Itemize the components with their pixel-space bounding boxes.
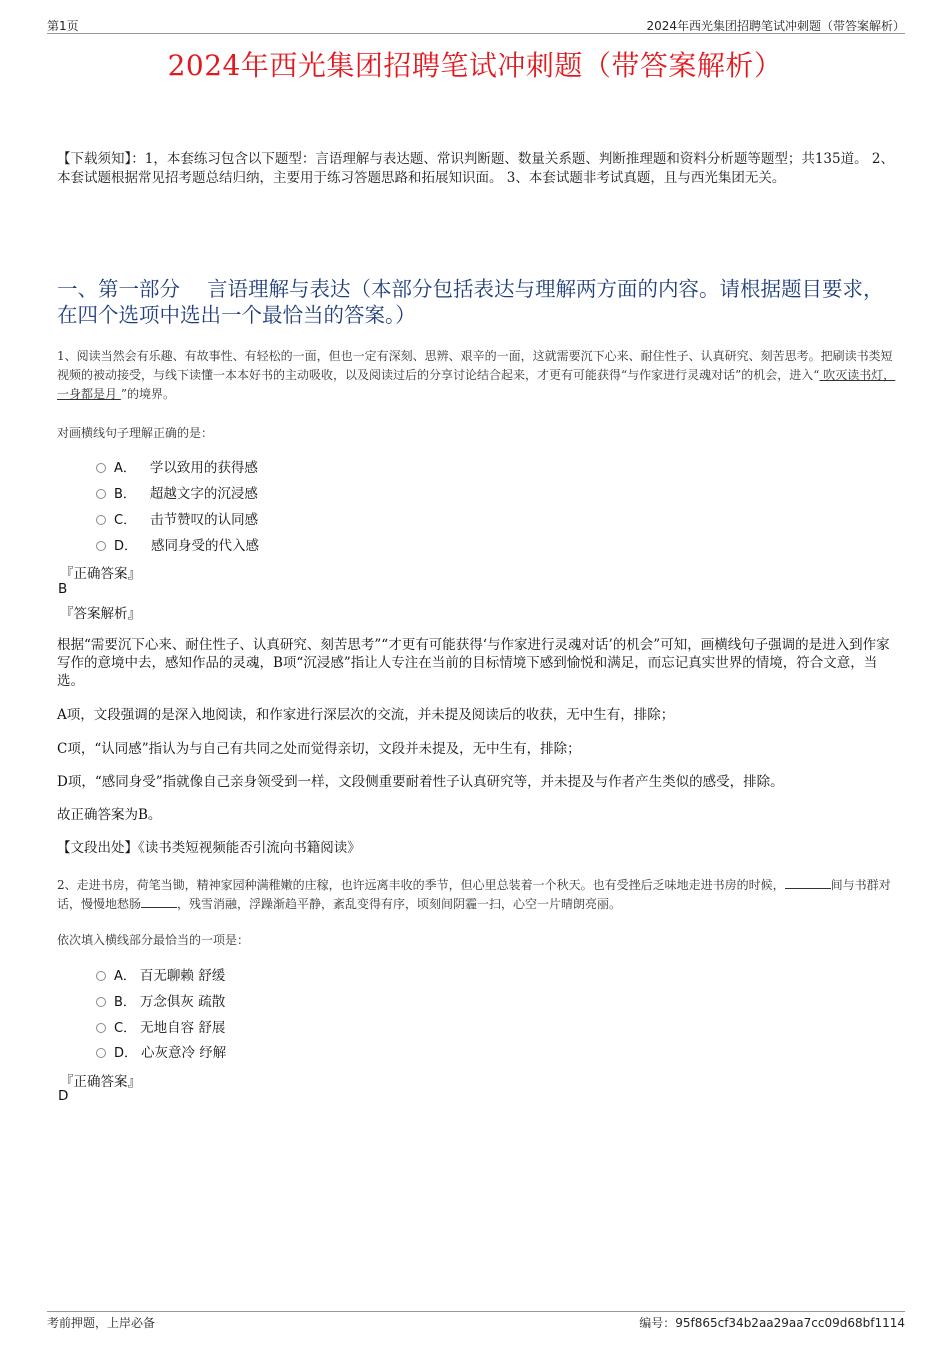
radio-icon[interactable]	[96, 1023, 106, 1033]
q1-analysis-paragraph: A项，文段强调的是深入地阅读，和作家进行深层次的交流，并未提及阅读后的收获，无中生有，排除；	[57, 707, 675, 723]
q1-option-c[interactable]: C． 击节赞叹的认同感	[96, 508, 258, 528]
question-1-prompt: 对画横线句子理解正确的是：	[57, 426, 214, 440]
footer-rule	[47, 1311, 905, 1312]
q1-option-d[interactable]: D． 感同身受的代入感	[96, 534, 259, 554]
radio-icon[interactable]	[96, 463, 106, 473]
q1-analysis-paragraph: 根据“需要沉下心来、耐住性子、认真研究、刻苦思考”“才更有可能获得‘与作家进行灵魂对话’的机会”可知，画横线句子强调的是进入到作家写作的意境中去，感知作品的灵魂，B项“沉浸感”指让人专注在当前的目标情境下感到愉悦和满足，而忘记真实世界的情境，符合文意，当选。	[57, 637, 890, 689]
q2-answer: D	[58, 1088, 69, 1104]
q1-source: 【文段出处】《读书类短视频能否引流向书籍阅读》	[57, 840, 361, 856]
footer-slogan: 考前押题，上岸必备	[47, 1316, 156, 1330]
page-number: 第1页	[47, 19, 79, 33]
q1-analysis-label: 『答案解析』	[60, 606, 141, 622]
header-doc-title: 2024年西光集团招聘笔试冲刺题（带答案解析）	[646, 19, 905, 33]
radio-icon[interactable]	[96, 997, 106, 1007]
fill-blank-2	[141, 896, 177, 908]
footer-code: 编号：95f865cf34b2aa29aa7cc09d68bf1114	[639, 1316, 905, 1330]
q1-option-b[interactable]: B． 超越文字的沉浸感	[96, 482, 258, 502]
q2-option-b[interactable]: B． 万念俱灰 疏散	[96, 990, 225, 1010]
q2-answer-label: 『正确答案』	[60, 1074, 141, 1090]
underlined-sentence: 吹灭读书灯，一身都是月	[57, 368, 896, 401]
q2-option-a[interactable]: A． 百无聊赖 舒缓	[96, 964, 225, 984]
q1-analysis-paragraph: D项，“感同身受”指就像自己亲身领受到一样，文段侧重要耐着性子认真研究等，并未提及与作者产生类似的感受，排除。	[57, 774, 784, 790]
question-2-prompt: 依次填入横线部分最恰当的一项是：	[57, 933, 250, 947]
radio-icon[interactable]	[96, 541, 106, 551]
q1-option-a[interactable]: A． 学以致用的获得感	[96, 456, 258, 476]
radio-icon[interactable]	[96, 971, 106, 981]
question-2-text: 2、走进书房，荷笔当锄，精神家园种满稚嫩的庄稼，也许远离丰收的季节，但心里总装着一个秋天。也有受挫后乏味地走进书房的时候， 间与书群对话，慢慢地愁肠 ，残雪消融，浮躁渐趋平静，紊乱变得有序，顷刻间阴霾一扫，心空一片晴朗亮丽。	[57, 878, 891, 911]
page-title: 2024年西光集团招聘笔试冲刺题（带答案解析）	[167, 49, 783, 82]
header-rule	[47, 33, 905, 34]
fill-blank-1	[785, 877, 831, 889]
q1-answer-label: 『正确答案』	[60, 566, 141, 582]
radio-icon[interactable]	[96, 515, 106, 525]
radio-icon[interactable]	[96, 489, 106, 499]
q1-analysis-paragraph: C项，“认同感”指认为与自己有共同之处而觉得亲切，文段并未提及，无中生有，排除；	[57, 741, 581, 757]
q2-option-c[interactable]: C． 无地自容 舒展	[96, 1016, 225, 1036]
section-heading: 一、第一部分 言语理解与表达（本部分包括表达与理解两方面的内容。请根据题目要求，在四个选项中选出一个最恰当的答案。）	[57, 277, 884, 327]
q1-answer: B	[58, 581, 68, 597]
q2-option-d[interactable]: D． 心灰意冷 纾解	[96, 1041, 226, 1061]
question-1-text: 1、阅读当然会有乐趣、有故事性、有轻松的一面，但也一定有深刻、思辨、艰辛的一面，这就需要沉下心来、耐住性子、认真研究、刻苦思考。把刷读书类短视频的被动接受，与线下读懂一本本好书的主动吸收，以及阅读过后的分享讨论结合起来，才更有可能获得“与作家进行灵魂对话”的机会，进入“ 吹灭读书灯，一身都是月 ”的境界。	[57, 349, 896, 401]
download-notice: 【下载须知】：1，本套练习包含以下题型：言语理解与表达题、常识判断题、数量关系题、判断推理题和资料分析题等题型；共135道。 2、本套试题根据常见招考题总结归纳，主要用于练习答题思路和拓展知识面。 3、本套试题非考试真题，且与西光集团无关。	[57, 151, 894, 186]
radio-icon[interactable]	[96, 1048, 106, 1058]
q1-analysis-paragraph: 故正确答案为B。	[57, 807, 162, 823]
